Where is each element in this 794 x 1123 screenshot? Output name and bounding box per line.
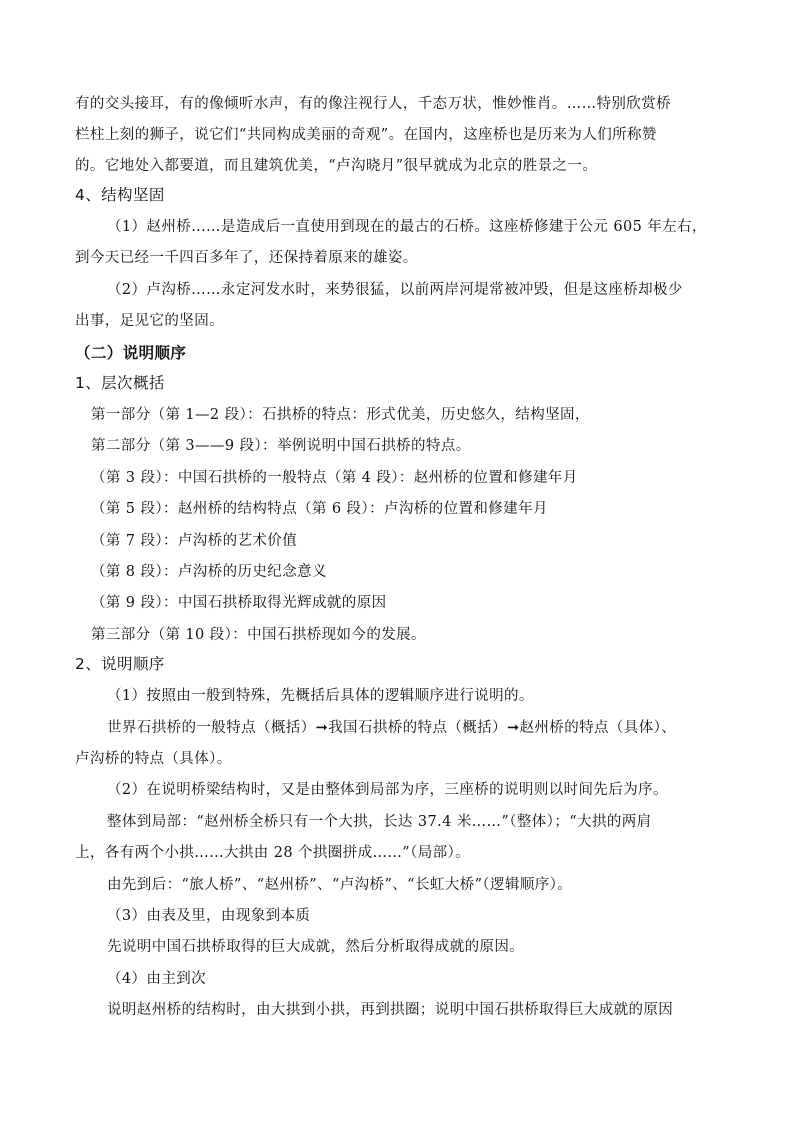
paragraph-line: （第 5 段）：赵州桥的结构特点（第 6 段）：卢沟桥的位置和修建年月	[91, 501, 548, 517]
paragraph-line: 到今天已经一千四百多年了，还保持着原来的雄姿。	[75, 250, 418, 266]
paragraph-line: 栏柱上刻的狮子，说它们“共同构成美丽的奇观”。在国内，这座桥也是历来为人们所称赞	[75, 127, 657, 143]
paragraph-line: （2）在说明桥梁结构时，又是由整体到局部为序，三座桥的说明则以时间先后为序。	[107, 782, 668, 798]
section-heading: 1、层次概括	[75, 374, 165, 392]
paragraph-line: （1）赵州桥……是造成后一直使用到现在的最古的石桥。这座桥修建于公元 605 年左右，	[107, 219, 707, 235]
paragraph-line: 第二部分（第 3——9 段）：举例说明中国石拱桥的特点。	[91, 438, 471, 454]
paragraph-line: （第 7 段）：卢沟桥的艺术价值	[91, 533, 298, 549]
paragraph-line: （4）由主到次	[107, 971, 207, 987]
paragraph-line: 说明赵州桥的结构时，由大拱到小拱，再到拱圈；说明中国石拱桥取得巨大成就的原因	[107, 1002, 674, 1018]
paragraph-line: （第 8 段）：卢沟桥的历史纪念意义	[91, 564, 327, 580]
paragraph-line: 卢沟桥的特点（具体）。	[75, 751, 232, 767]
paragraph-line: （2）卢沟桥……永定河发水时，来势很猛，以前两岸河堤常被冲毁，但是这座桥却极少	[107, 282, 683, 298]
paragraph-line: 由先到后：“旅人桥”、“赵州桥”、“卢沟桥”、“长虹大桥”（逻辑顺序）。	[107, 877, 573, 893]
paragraph-line: （1）按照由一般到特殊，先概括后具体的逻辑顺序进行说明的。	[107, 688, 534, 704]
paragraph-line: 出事，足见它的坚固。	[75, 313, 224, 329]
paragraph-line: （3）由表及里，由现象到本质	[107, 908, 311, 924]
paragraph-line: 上，各有两个小拱……大拱由 28 个拱圈拼成……”（局部）。	[75, 845, 471, 861]
section-heading: 2、说明顺序	[75, 655, 165, 673]
paragraph-line: 第三部分（第 10 段）：中国石拱桥现如今的发展。	[91, 627, 426, 643]
paragraph-line: 整体到局部：“赵州桥全桥只有一个大拱，长达 37.4 米……”（整体）；“大拱的两肩	[107, 814, 652, 830]
paragraph-line: 世界石拱桥的一般特点（概括）➞我国石拱桥的特点（概括）➞赵州桥的特点（具体）、	[107, 720, 677, 736]
paragraph-line: （第 3 段）：中国石拱桥的一般特点（第 4 段）：赵州桥的位置和修建年月	[91, 470, 578, 486]
paragraph-line: 第一部分（第 1—2 段）：石拱桥的特点：形式优美，历史悠久，结构坚固，	[91, 407, 590, 423]
paragraph-line: 先说明中国石拱桥取得的巨大成就，然后分析取得成就的原因。	[107, 939, 525, 955]
section-heading: 4、结构坚固	[75, 186, 165, 204]
paragraph-line: 有的交头接耳，有的像倾听水声，有的像注视行人，千态万状，惟妙惟肖。……特别欣赏桥	[75, 96, 671, 112]
section-heading-bold: （二）说明顺序	[75, 344, 187, 362]
paragraph-line: （第 9 段）：中国石拱桥取得光辉成就的原因	[91, 595, 387, 611]
paragraph-line: 的。它地处入都要道，而且建筑优美，“卢沟晓月”很早就成为北京的胜景之一。	[75, 158, 598, 174]
